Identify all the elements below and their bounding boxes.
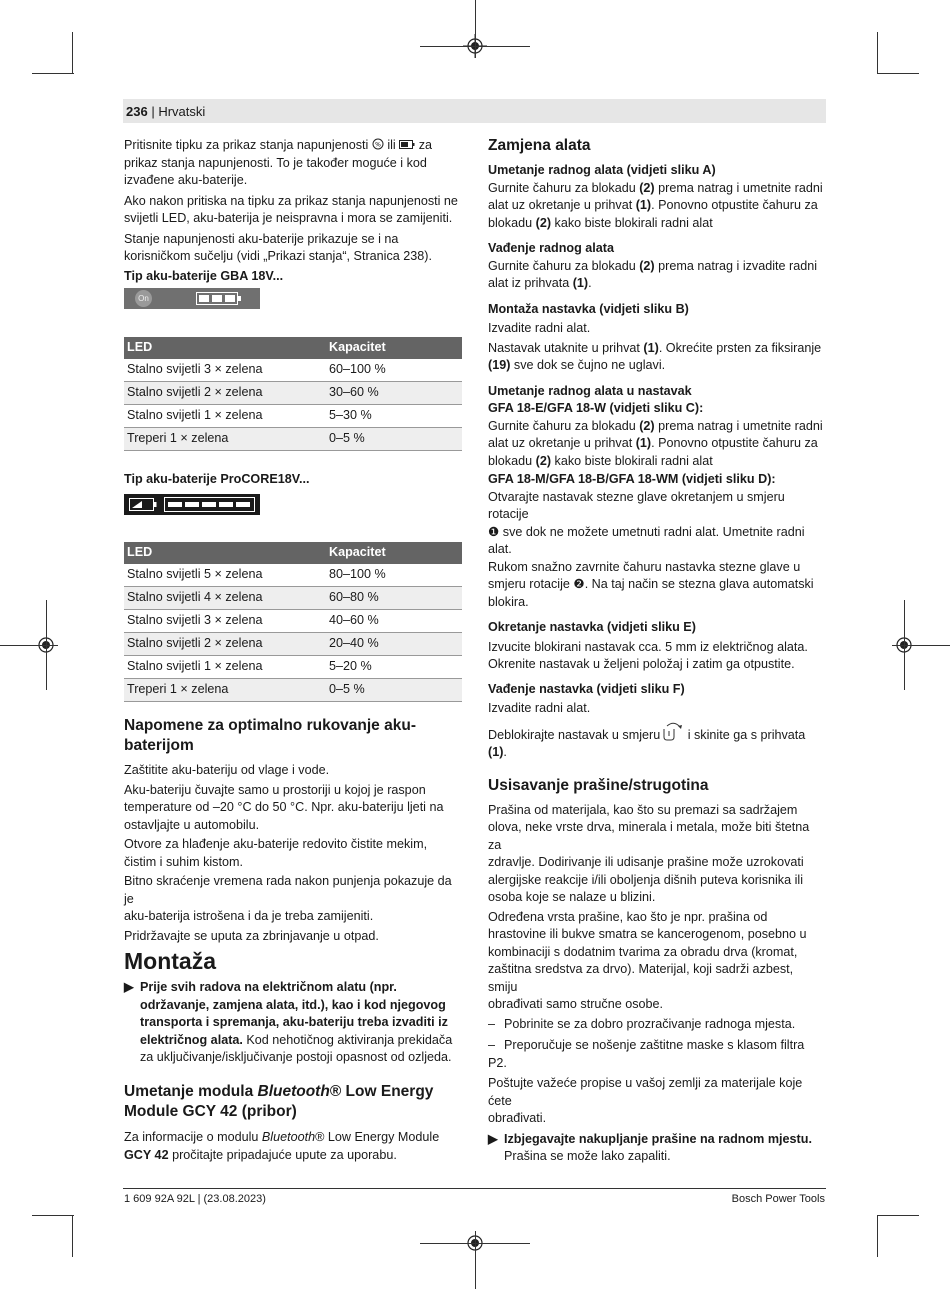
subheading: GFA 18-M/GFA 18-B/GFA 18-WM (vidjeti sliku D): — [488, 472, 776, 486]
page-header: 236 | Hrvatski — [126, 104, 206, 119]
table-cell: 60–80 % — [326, 587, 462, 610]
subheading: Okretanje nastavka (vidjeti sliku E) — [488, 620, 696, 634]
text: (2) — [535, 215, 552, 230]
text: Bluetooth — [261, 1130, 316, 1144]
table-cell: 0–5 % — [326, 428, 462, 451]
charge-button-icon — [372, 138, 384, 150]
crop-mark — [877, 1215, 919, 1216]
text: . — [503, 745, 507, 759]
text: Prije svih radova na električnom alatu (npr. — [140, 980, 397, 994]
text: ili — [387, 138, 396, 152]
section-heading: Zamjena alata — [488, 137, 591, 154]
text: svijetli LED, aku-baterija je neispravna i mora se zamijeniti. — [124, 211, 453, 225]
battery-icon — [399, 140, 415, 149]
text: blokadu — [488, 453, 536, 468]
registration-line — [892, 645, 950, 646]
text: Kod nehotičnog aktiviranja prekidača — [242, 1032, 453, 1047]
text: Ako nakon pritiska na tipku za prikaz stanja napunjenosti ne — [124, 193, 458, 208]
battery-level-icon — [196, 292, 242, 305]
text: prema natrag i umetnite radni — [654, 180, 823, 195]
text: Prašina se može lako zapaliti. — [504, 1149, 671, 1163]
text: smjeru rotacije — [488, 577, 574, 591]
table-cell: 40–60 % — [326, 610, 462, 633]
text: (2) — [535, 453, 552, 468]
registration-line — [475, 1231, 476, 1289]
text: alat. — [488, 542, 512, 556]
text: prikaz stanja napunjenosti. To je također moguće i kod — [124, 155, 427, 170]
text: GCY 42 — [124, 1147, 169, 1162]
text: . Okrećite prsten za fiksiranje — [658, 340, 822, 355]
gba-battery-indicator — [124, 288, 260, 309]
table-cell: Stalno svijetli 1 × zelena — [124, 405, 326, 428]
unlock-rotation-icon — [660, 721, 684, 741]
table-cell: Stalno svijetli 5 × zelena — [124, 564, 326, 587]
bluetooth-section — [124, 1082, 462, 1164]
text: Izvadite radni alat. — [488, 701, 591, 715]
chapter-heading: Montaža — [124, 948, 216, 974]
procore-title: Tip aku-baterije ProCORE18V... — [124, 472, 310, 486]
text: sve dok se čujno ne uglavi. — [510, 358, 666, 372]
text: izvađene aku-baterije. — [124, 173, 248, 187]
text: blokira. — [488, 594, 529, 609]
table-cell: Treperi 1 × zelena — [124, 428, 326, 451]
text: Izbjegavajte nakupljanje prašine na radnom mjestu. — [504, 1131, 812, 1146]
text: obrađivati samo stručne osobe. — [488, 997, 664, 1011]
procore-capacity-table — [124, 542, 462, 702]
gba-title: Tip aku-baterije GBA 18V... — [124, 268, 284, 283]
text: hrastovine ili bukve smatra se kancerogenom, posebno u — [488, 927, 807, 941]
text: Gurnite čahuru za blokadu — [488, 418, 640, 433]
registration-line — [0, 645, 58, 646]
on-label: On — [138, 294, 149, 303]
text: Prašina od materijala, kao što su premazi sa sadržajem — [488, 802, 798, 817]
table-header: Kapacitet — [326, 337, 462, 359]
text: (1) — [643, 340, 659, 355]
text: . Na taj način se stezna glava automatski — [584, 577, 814, 591]
text: Aku-bateriju čuvajte samo u prostoriji u kojoj je raspon — [124, 782, 426, 797]
text: Umetanje modula — [124, 1083, 258, 1100]
text: (1) — [635, 436, 652, 450]
footer-brand: Bosch Power Tools — [731, 1193, 825, 1205]
table-cell: 30–60 % — [326, 382, 462, 405]
page-language: Hrvatski — [158, 104, 206, 119]
dash-icon: – — [488, 1016, 496, 1031]
table-cell: Stalno svijetli 4 × zelena — [124, 587, 326, 610]
text: . — [588, 276, 592, 290]
text: (1) — [488, 745, 504, 759]
rotation-1-icon: ❶ — [488, 524, 500, 539]
footer-doc-number: 1 609 92A 92L | (23.08.2023) — [124, 1193, 266, 1205]
text: zdravlje. Dodirivanje ili udisanje prašine može uzrokovati — [488, 855, 804, 869]
table-cell: 5–20 % — [326, 656, 462, 679]
table-header: LED — [124, 337, 326, 359]
text: alat uz okretanje u prihvat — [488, 198, 636, 212]
text: za uključivanje/isključivanje postoji opasnost od ozljeda. — [140, 1050, 452, 1064]
text: olova, neke vrste drva, minerala i metala, može biti štetna za — [488, 820, 810, 852]
text: Za informacije o modulu — [124, 1130, 262, 1144]
text: Okrenite nastavak u željeni položaj i zatim ga otpustite. — [488, 657, 795, 671]
text: Rukom snažno zavrnite čahuru nastavka stezne glave u — [488, 559, 801, 574]
text: transporta i spremanja, aku-bateriju treba izvaditi iz — [140, 1015, 448, 1029]
text: Izvucite blokirani nastavak cca. 5 mm iz električnog alata. — [488, 639, 808, 654]
text: (1) — [635, 198, 652, 212]
crop-mark — [32, 73, 74, 74]
text: prema natrag i izvadite radni — [654, 258, 818, 273]
subheading: GFA 18-E/GFA 18-W (vidjeti sliku C): — [488, 401, 704, 415]
arrow-right-icon: ▶ — [488, 1131, 498, 1146]
registration-line — [904, 600, 905, 690]
table-cell: Stalno svijetli 1 × zelena — [124, 656, 326, 679]
text: korisničkom sučelju (vidi „Prikazi stanja“, Stranica 238). — [124, 249, 432, 263]
table-cell: 80–100 % — [326, 564, 462, 587]
warning-block — [124, 979, 462, 1067]
crop-mark — [72, 1215, 73, 1257]
subheading: Vađenje nastavka (vidjeti sliku F) — [488, 681, 685, 696]
list-item — [488, 1016, 826, 1034]
text: blokadu — [488, 215, 536, 230]
text: Deblokirajte nastavak u smjeru — [488, 727, 661, 742]
text: električnog alata. — [140, 1032, 243, 1047]
arrow-right-icon: ▶ — [124, 980, 134, 994]
subheading: Montaža nastavka (vidjeti sliku B) — [488, 301, 689, 316]
text: obrađivati. — [488, 1111, 547, 1125]
text: Stanje napunjenosti aku-baterije prikazuje se i na — [124, 231, 399, 246]
text: prema natrag i umetnite radni — [654, 418, 823, 433]
text: kako biste blokirali radni alat — [551, 215, 713, 230]
text: . Ponovno otpustite čahuru za — [651, 198, 818, 212]
text: alat iz prihvata — [488, 276, 573, 290]
table-cell: 0–5 % — [326, 679, 462, 702]
crop-mark — [877, 1215, 878, 1257]
text: Gurnite čahuru za blokadu — [488, 258, 640, 273]
section-heading: Usisavanje prašine/strugotina — [488, 776, 709, 794]
text: osoba koje se nalaze u blizini. — [488, 890, 656, 904]
text: kombinaciji s dodatnim tvarima za obradu drva (kromat, — [488, 944, 798, 959]
text: Određena vrsta prašine, kao što je npr. prašina od — [488, 909, 768, 924]
text: pročitajte pripadajuće upute za uporabu. — [168, 1147, 397, 1162]
text: Gurnite čahuru za blokadu — [488, 180, 640, 195]
text: (19) — [488, 358, 511, 372]
table-header: LED — [124, 542, 326, 564]
text: Bluetooth — [257, 1083, 330, 1100]
text: zaštitna sredstva za drvo). Materijal, koji sadrži azbest, smiju — [488, 962, 794, 994]
crop-mark — [877, 32, 878, 74]
on-button-icon — [135, 290, 152, 307]
footer-rule — [123, 1188, 826, 1189]
text: Bitno skraćenje vremena rada nakon punjenja pokazuje da je — [124, 874, 452, 906]
text: ® Low Energy — [329, 1083, 434, 1100]
page-number: 236 — [126, 104, 148, 119]
table-cell: Stalno svijetli 2 × zelena — [124, 633, 326, 656]
list-item — [488, 1037, 826, 1072]
napomene-section — [124, 716, 462, 945]
right-column — [488, 136, 826, 1166]
table-cell: Stalno svijetli 3 × zelena — [124, 610, 326, 633]
page-header-bar — [123, 99, 826, 123]
text: i skinite ga s prihvata — [684, 727, 806, 742]
text: ® Low Energy Module — [315, 1130, 440, 1144]
text: . Ponovno otpustite čahuru za — [651, 436, 818, 450]
battery-level-icon — [164, 497, 256, 512]
section-heading: Module GCY 42 (pribor) — [124, 1103, 297, 1120]
text: ostavljajte u automobilu. — [124, 817, 260, 832]
text: čistim i suhim kistom. — [124, 854, 243, 869]
battery-icon — [129, 498, 157, 511]
text: Pridržavajte se uputa za zbrinjavanje u otpad. — [124, 928, 379, 943]
text: Pritisnite tipku za prikaz stanja napunjenosti — [124, 138, 369, 152]
text: (2) — [639, 180, 655, 195]
table-cell: 5–30 % — [326, 405, 462, 428]
svg-text:%: % — [374, 141, 381, 149]
table-cell: Treperi 1 × zelena — [124, 679, 326, 702]
dash-icon: – — [488, 1038, 496, 1052]
subheading: Vađenje radnog alata — [488, 241, 614, 255]
intro-text — [124, 137, 462, 285]
table-cell: 60–100 % — [326, 359, 462, 382]
crop-mark — [32, 1215, 74, 1216]
table-cell: Stalno svijetli 2 × zelena — [124, 382, 326, 405]
crop-mark — [877, 73, 919, 74]
text: aku-baterija istrošena i da je treba zamijeniti. — [124, 909, 374, 923]
gba-capacity-table — [124, 337, 462, 451]
crop-mark — [72, 32, 73, 74]
subheading: Umetanje radnog alata (vidjeti sliku A) — [488, 163, 716, 177]
text: alergijske reakcije i/ili oboljenja dišnih puteva korisnika ili — [488, 872, 803, 887]
text: Zaštitite aku-bateriju od vlage i vode. — [124, 763, 330, 777]
text: temperature od –20 °C do 50 °C. Npr. aku-bateriju ljeti na — [124, 800, 444, 814]
text: Otvarajte nastavak stezne glave okretanjem u smjeru rotacije — [488, 489, 785, 521]
text: Pobrinite se za dobro prozračivanje radnoga mjesta. — [504, 1016, 796, 1031]
text: alat uz okretanje u prihvat — [488, 436, 636, 450]
registration-line — [46, 600, 47, 690]
text: kako biste blokirali radni alat — [551, 453, 713, 468]
text: (1) — [572, 276, 589, 290]
text: sve dok ne možete umetnuti radni alat. Umetnite radni — [499, 524, 805, 539]
text: Poštujte važeće propise u vašoj zemlji za materijale koje ćete — [488, 1076, 803, 1108]
table-header: Kapacitet — [326, 542, 462, 564]
text: Preporučuje se nošenje zaštitne maske s klasom filtra P2. — [488, 1038, 805, 1070]
section-heading: Napomene za optimalno rukovanje aku- — [124, 717, 416, 734]
procore-battery-indicator — [124, 494, 260, 515]
table-cell: Stalno svijetli 3 × zelena — [124, 359, 326, 382]
text: održavanje, zamjena alata, itd.), kao i kod njegovog — [140, 997, 446, 1012]
text: (2) — [639, 418, 655, 433]
text: za — [418, 138, 433, 152]
text: Nastavak utaknite u prihvat — [488, 340, 644, 355]
subheading: Umetanje radnog alata u nastavak — [488, 383, 692, 398]
registration-line — [475, 0, 476, 58]
table-cell: 20–40 % — [326, 633, 462, 656]
section-heading: baterijom — [124, 737, 194, 754]
rotation-2-icon: ❷ — [573, 577, 585, 591]
text: Otvore za hlađenje aku-baterije redovito čistite mekim, — [124, 837, 428, 851]
text: (2) — [639, 258, 655, 273]
text: Izvadite radni alat. — [488, 321, 591, 335]
